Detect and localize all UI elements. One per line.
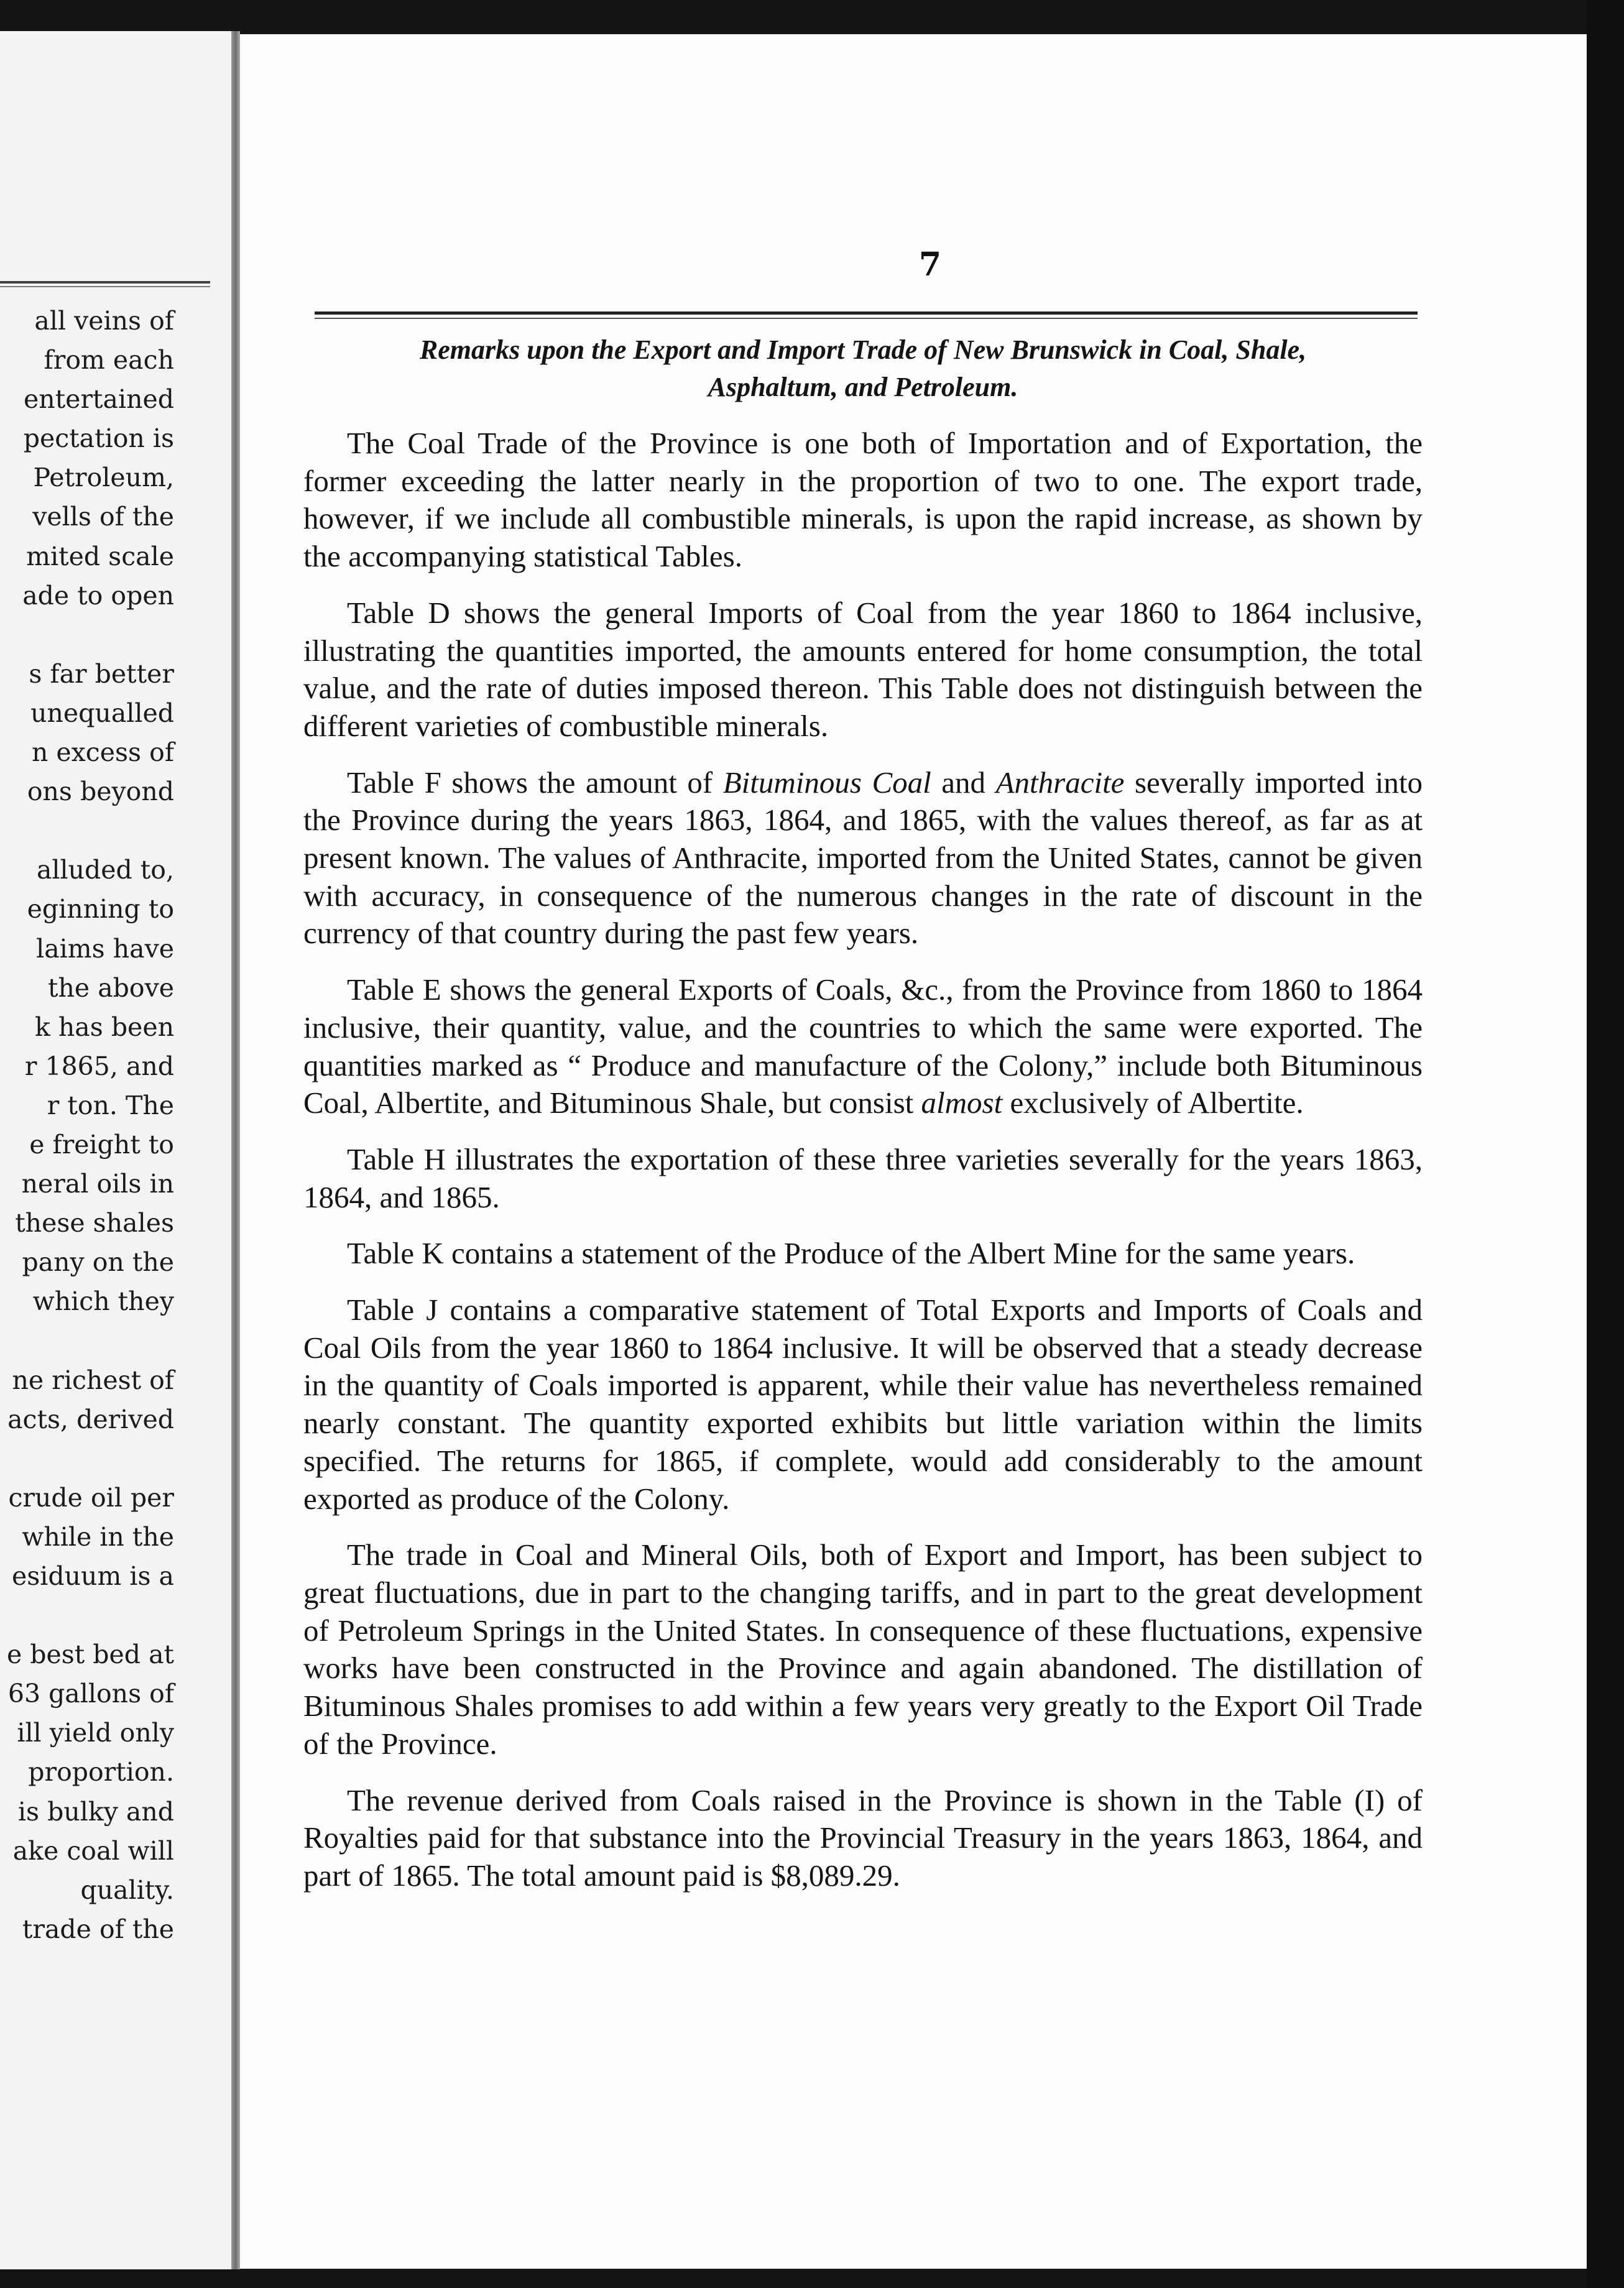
left-page-line: laims have xyxy=(36,933,174,964)
left-page-line: alluded to, xyxy=(36,855,174,885)
left-page-line: proportion. xyxy=(28,1757,174,1788)
body-paragraph xyxy=(303,971,1423,1122)
left-page-line: k has been xyxy=(35,1012,174,1042)
paragraph-text: Table H illustrates the exportation of these three varieties severally for the years 1863, 1864, and 1865. xyxy=(303,1142,1423,1214)
left-page-line xyxy=(0,1321,174,1360)
left-page-line: r 1865, and xyxy=(24,1051,174,1081)
left-page-line: ade to open xyxy=(22,580,174,611)
body-paragraph xyxy=(303,1291,1423,1518)
paragraph-text: exclusively of Albertite. xyxy=(1002,1086,1304,1120)
body-paragraph xyxy=(303,1782,1423,1895)
left-page-line: these shales xyxy=(15,1208,174,1239)
left-page-line: quality. xyxy=(80,1875,174,1905)
book-gutter xyxy=(231,31,240,2269)
italic-text: almost xyxy=(921,1086,1003,1120)
italic-text: Bituminous Coal xyxy=(722,765,931,800)
header-rule-thin xyxy=(315,318,1418,319)
left-page-line: unequalled xyxy=(30,698,174,728)
left-page-line: esiduum is a xyxy=(11,1561,174,1591)
section-title xyxy=(303,331,1423,406)
left-page-line: e freight to xyxy=(29,1129,174,1160)
left-page-line: which they xyxy=(32,1286,174,1317)
paragraph-text: The revenue derived from Coals raised in the Province is shown in the Table (I) of Royalties paid for that substance into the Provincial Treasury in the years 1863, 1864, and part of 1865. The total amount paid is $8,089.29. xyxy=(303,1783,1423,1893)
left-page-line: acts, derived xyxy=(7,1404,174,1434)
body-paragraph xyxy=(303,594,1423,745)
page-content xyxy=(303,331,1423,1895)
italic-text: Anthracite xyxy=(995,765,1125,800)
section-title-line-1: Remarks upon the Export and Import Trade of New Brunswick in Coal, Shale, xyxy=(419,334,1307,365)
left-page-line: while in the xyxy=(22,1521,174,1552)
left-page-line: 63 gallons of xyxy=(7,1679,174,1709)
left-page-line: all veins of xyxy=(34,306,174,336)
left-page-line: eginning to xyxy=(27,894,174,925)
paragraph-text: The Coal Trade of the Province is one both of Importation and of Exportation, the former exceeding the latter nearly in the proportion of two to one. The export trade, however, if we include all combustible minerals, is upon the rapid increase, as shown by the accompanying statistical Tables. xyxy=(303,426,1423,574)
left-page-line: the above xyxy=(48,972,174,1003)
paragraph-text: Table J contains a comparative statement of Total Exports and Imports of Coals and Coal Oils from the year 1860 to 1864 inclusive. It will be observed that a steady decrease in the quantity of Coals imported is apparent, while their value has nevertheless remained nearly constant. The quantity exported exhibits but little variation within the limits specified. The returns for 1865, if complete, would add considerably to the amount exported as produce of the Colony. xyxy=(303,1293,1423,1516)
left-page-line xyxy=(0,1596,174,1635)
left-page-line: mited scale xyxy=(26,541,174,571)
left-page-line: s far better xyxy=(29,658,174,689)
left-page-line: pany on the xyxy=(22,1247,174,1278)
body-paragraphs xyxy=(303,425,1423,1895)
main-page xyxy=(240,34,1587,2269)
left-page-line: ons beyond xyxy=(27,777,174,807)
left-page-line xyxy=(0,1439,174,1478)
body-paragraph xyxy=(303,1536,1423,1763)
left-page-line: entertained xyxy=(24,384,174,415)
left-page-text xyxy=(0,302,174,1949)
paragraph-text: Table F shows the amount of xyxy=(347,765,723,800)
left-page-line: pectation is xyxy=(23,423,174,454)
left-page-line xyxy=(0,616,174,655)
left-page-line xyxy=(0,811,174,851)
left-page-line: crude oil per xyxy=(8,1482,174,1513)
left-page-rule xyxy=(0,281,210,287)
left-page-line: ne richest of xyxy=(12,1365,174,1395)
header-rule xyxy=(315,311,1418,315)
left-page-line: from each xyxy=(44,345,174,376)
body-paragraph xyxy=(303,764,1423,953)
left-page-line: e best bed at xyxy=(6,1640,174,1670)
section-title-line-2: Asphaltum, and Petroleum. xyxy=(708,372,1018,402)
paragraph-text: Table K contains a statement of the Produce of the Albert Mine for the same years. xyxy=(347,1236,1355,1271)
left-page-fragment xyxy=(0,31,231,2269)
left-page-line: ake coal will xyxy=(12,1835,174,1866)
left-page-line: r ton. The xyxy=(47,1090,174,1120)
left-page-line: ill yield only xyxy=(17,1718,174,1748)
left-page-line: is bulky and xyxy=(17,1796,174,1827)
page-number: 7 xyxy=(918,246,942,284)
scan-dark-edge xyxy=(1587,0,1624,2288)
left-page-line: vells of the xyxy=(32,502,174,532)
paragraph-text: severally imported into the Province during the years 1863, 1864, and 1865, with the values thereof, as far as at present known. The values of Anthracite, imported from the United States, cannot be given with accuracy, in consequence of the numerous changes in the rate of discount in the currency of that country during the past few years. xyxy=(303,765,1423,951)
body-paragraph xyxy=(303,425,1423,576)
paragraph-text: Table E shows the general Exports of Coals, &c., from the Province from 1860 to 1864 inclusive, their quantity, value, and the countries to which the same were exported. The quantities marked as “ Produce and manufacture of the Colony,” include both Bituminous Coal, Albertite, and Bituminous Shale, but consist xyxy=(303,972,1423,1120)
paragraph-text: Table D shows the general Imports of Coal from the year 1860 to 1864 inclusive, illustrating the quantities imported, the amounts entered for home consumption, the total value, and the rate of duties imposed thereon. This Table does not distinguish between the different varieties of combustible minerals. xyxy=(303,595,1423,743)
body-paragraph xyxy=(303,1141,1423,1216)
body-paragraph xyxy=(303,1235,1423,1273)
paragraph-text: and xyxy=(931,765,996,800)
left-page-line: trade of the xyxy=(22,1914,174,1944)
left-page-line: n excess of xyxy=(31,737,174,768)
left-page-line: Petroleum, xyxy=(33,463,174,493)
paragraph-text: The trade in Coal and Mineral Oils, both of Export and Import, has been subject to great fluctuations, due in part to the changing tariffs, and in part to the great development of Petroleum Springs in the United States. In consequence of these fluctuations, expensive works have been constructed in the Province and again abandoned. The distillation of Bituminous Shales promises to add within a few years very greatly to the Export Oil Trade of the Province. xyxy=(303,1538,1423,1761)
left-page-line: neral oils in xyxy=(21,1169,174,1199)
